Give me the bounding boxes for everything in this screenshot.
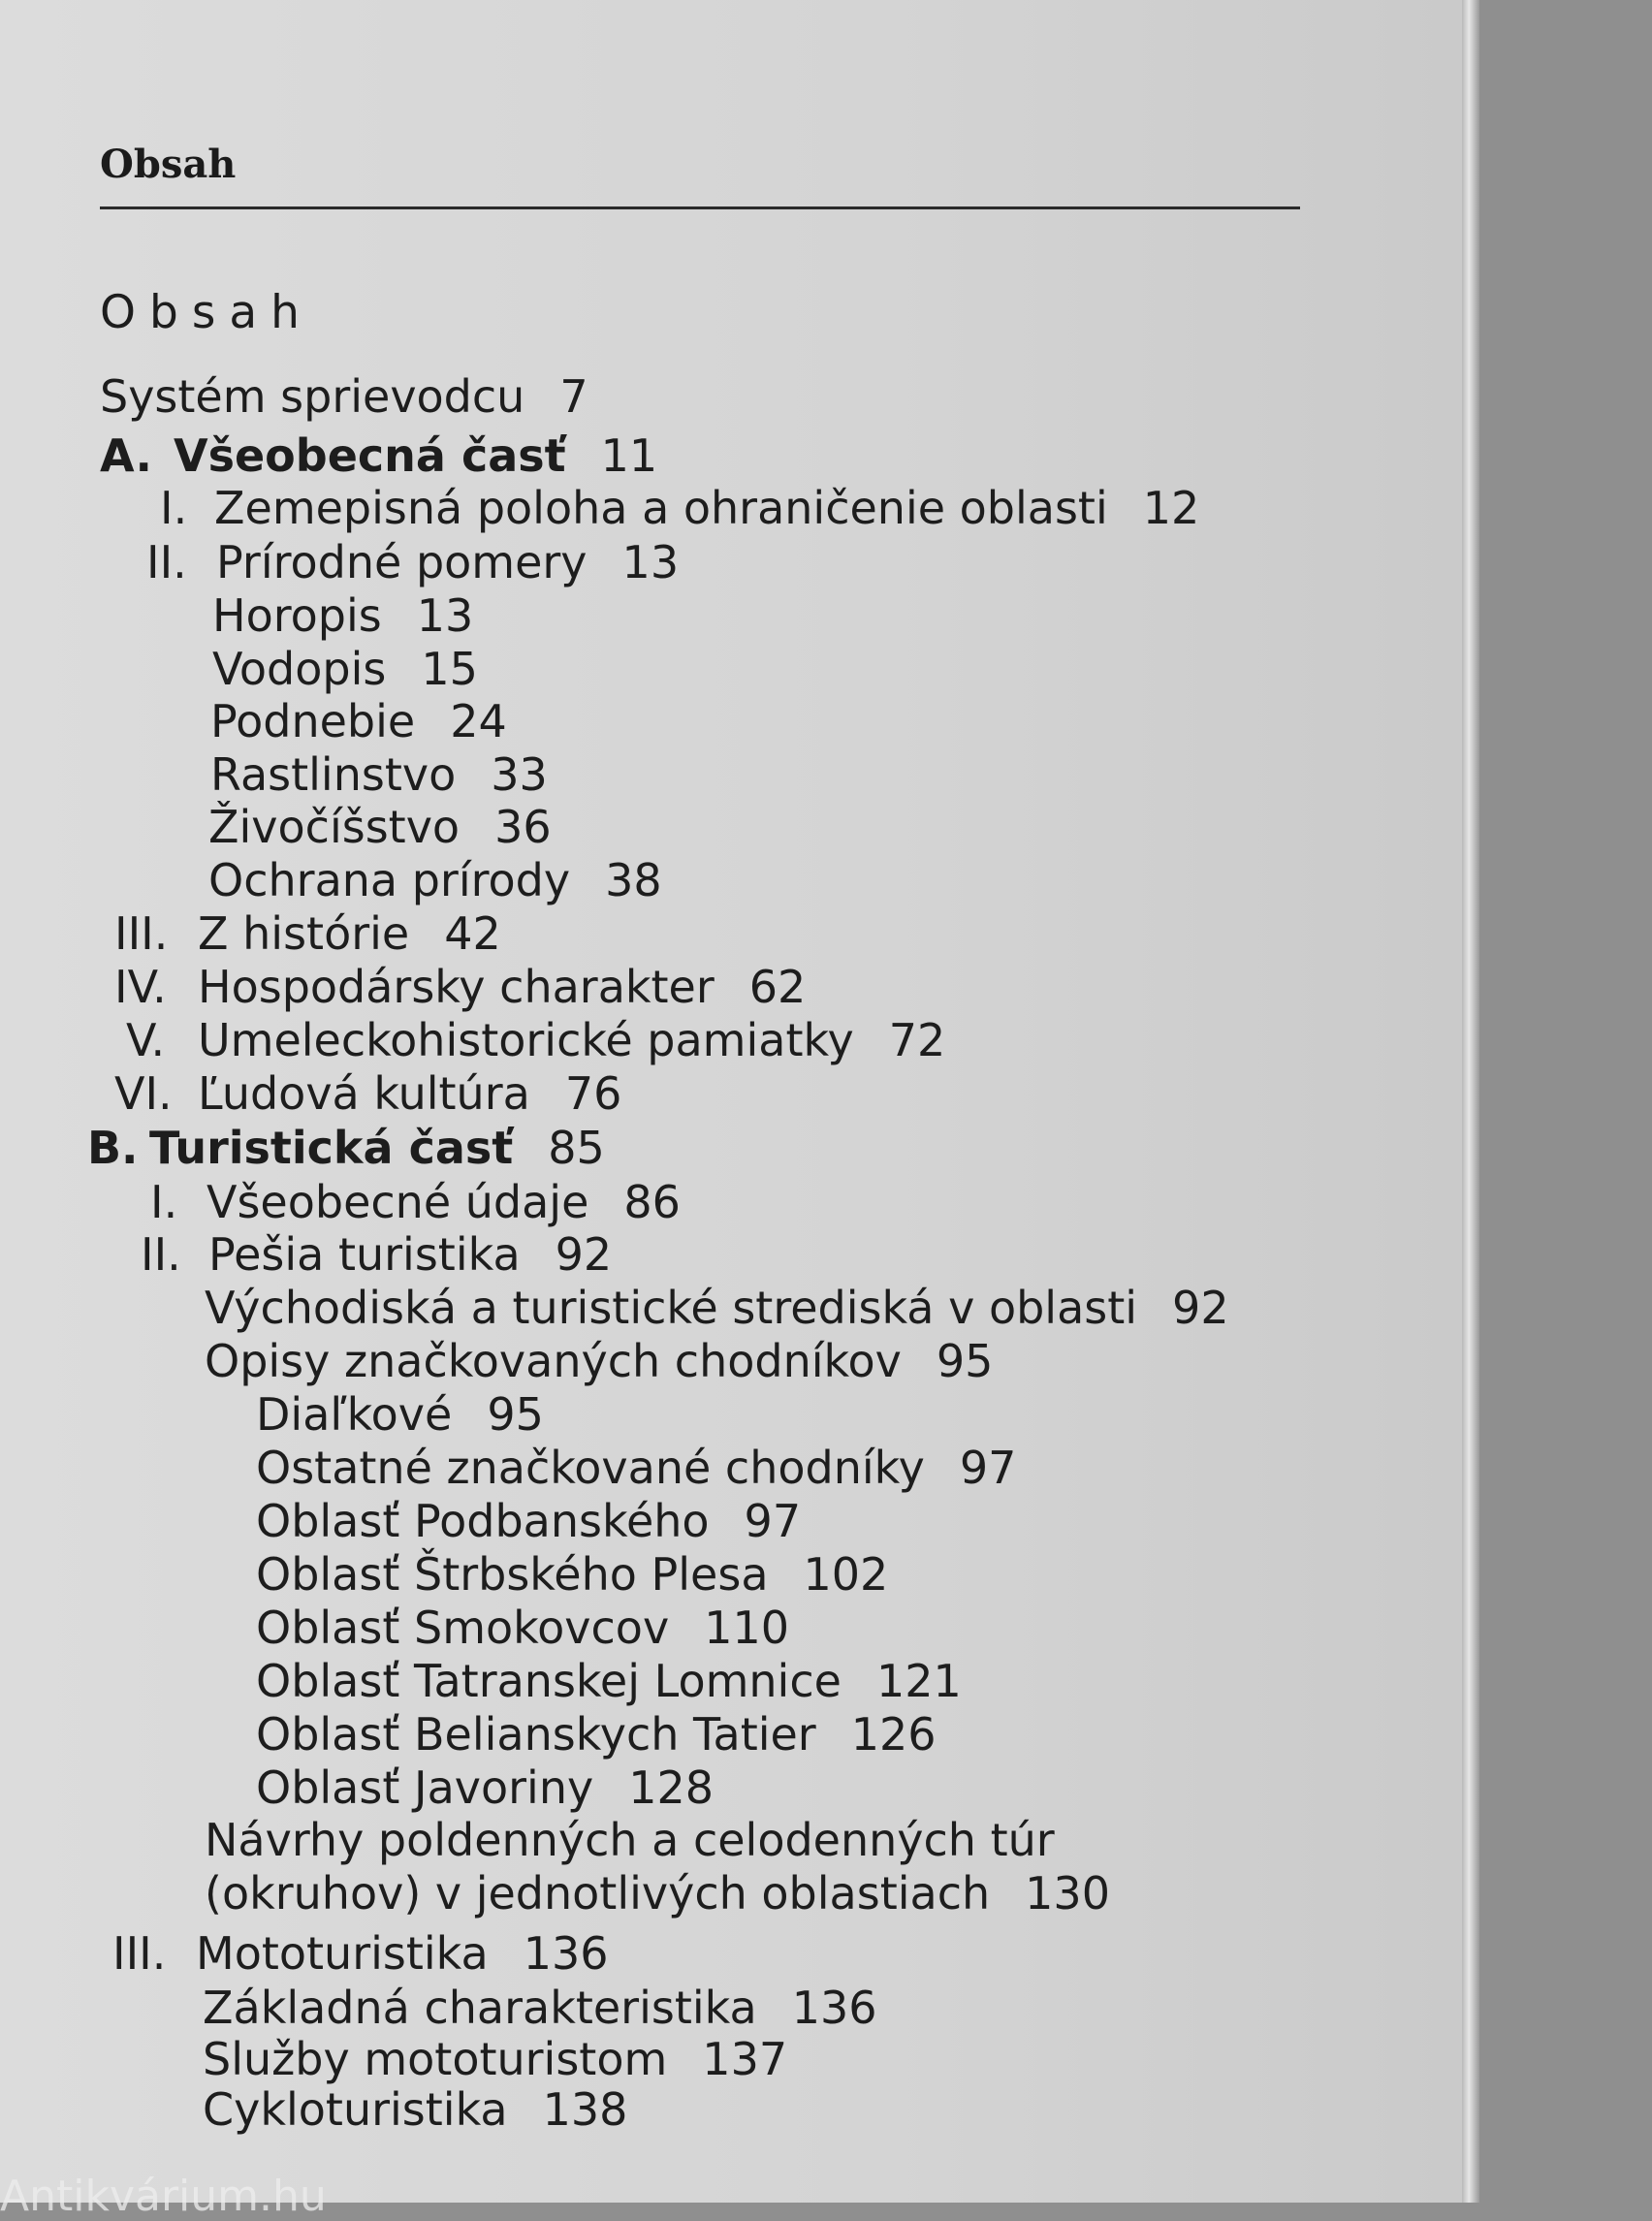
entry-title: Pešia turistika: [208, 1228, 521, 1281]
entry-page: 95: [936, 1335, 994, 1387]
entry-title: Vodopis: [212, 643, 387, 695]
entry-title: Základná charakteristika: [203, 1982, 757, 2034]
toc-entry: [210, 695, 507, 747]
header-rule: [100, 206, 1300, 209]
toc-entry: [256, 1495, 801, 1547]
toc-section: [100, 429, 657, 482]
entry-page: 128: [628, 1761, 715, 1814]
entry-number: I.: [150, 1176, 178, 1228]
entry-page: 36: [494, 801, 552, 853]
toc-entry: [256, 1602, 789, 1654]
toc-entry: [205, 1867, 1110, 1920]
toc-entry: [208, 854, 662, 906]
toc-entry: [256, 1761, 714, 1814]
toc-entry: [203, 2033, 787, 2085]
entry-title: Návrhy poldenných a celodenných túr: [205, 1814, 1055, 1866]
entry-title: Východiská a turistické strediská v oblasti: [205, 1282, 1138, 1334]
entry-number: II.: [141, 1228, 181, 1281]
entry-page: 76: [564, 1067, 622, 1120]
entry-title: Ochrana prírody: [208, 854, 571, 906]
entry-page: 7: [559, 370, 588, 423]
entry-page: 95: [487, 1388, 544, 1441]
entry-page: 72: [888, 1014, 946, 1066]
entry-page: 85: [548, 1122, 605, 1174]
entry-page: 38: [605, 854, 662, 906]
running-header: Obsah: [100, 142, 237, 187]
toc-entry: [256, 1655, 962, 1707]
entry-number: V.: [126, 1014, 166, 1066]
entry-page: 136: [523, 1927, 609, 1980]
toc-entry: [256, 1548, 888, 1601]
entry-title: Všeobecná časť: [174, 429, 566, 482]
entry-title: (okruhov) v jednotlivých oblastiach: [205, 1867, 991, 1920]
toc-entry: [114, 907, 501, 960]
entry-title: Oblasť Javoriny: [256, 1761, 594, 1814]
entry-page: 24: [450, 695, 507, 747]
toc-entry: [256, 1388, 544, 1441]
entry-page: 97: [959, 1442, 1017, 1494]
toc-entry: [112, 1927, 609, 1980]
toc-entry: [100, 370, 588, 423]
entry-title: Hospodársky charakter: [198, 961, 715, 1013]
entry-page: 97: [744, 1495, 802, 1547]
toc-entry: [205, 1814, 1055, 1866]
entry-number: VI.: [114, 1067, 173, 1120]
entry-title: Systém sprievodcu: [100, 370, 525, 423]
toc-title: Obsah: [100, 286, 313, 339]
entry-page: 62: [748, 961, 807, 1013]
entry-page: 126: [850, 1708, 937, 1761]
entry-title: Umeleckohistorické pamiatky: [198, 1014, 854, 1066]
toc-entry: [126, 1014, 945, 1066]
entry-title: Mototuristika: [196, 1927, 489, 1980]
entry-page: 110: [704, 1602, 789, 1654]
entry-title: Živočíšstvo: [208, 801, 461, 853]
entry-page: 137: [702, 2033, 788, 2085]
entry-title: Diaľkové: [256, 1388, 453, 1441]
entry-title: Oblasť Tatranskej Lomnice: [256, 1655, 842, 1707]
entry-title: Ľudová kultúra: [198, 1067, 530, 1120]
entry-number: III.: [114, 907, 169, 960]
toc-entry: [150, 1176, 681, 1228]
entry-title: Oblasť Podbanského: [256, 1495, 710, 1547]
entry-page: 15: [421, 643, 478, 695]
entry-title: Turistická časť: [149, 1122, 514, 1174]
entry-page: 12: [1142, 482, 1200, 534]
watermark: Antikvárium.hu: [0, 2172, 327, 2221]
entry-title: Podnebie: [210, 695, 416, 747]
entry-title: Oblasť Štrbského Plesa: [256, 1548, 769, 1601]
entry-number: IV.: [114, 961, 167, 1013]
entry-page: 42: [444, 907, 501, 960]
entry-page: 33: [491, 748, 548, 801]
toc-entry: [212, 589, 473, 642]
entry-page: 92: [555, 1228, 613, 1281]
toc-entry: [114, 1067, 621, 1120]
section-letter: A.: [100, 429, 152, 482]
entry-title: Cykloturistika: [203, 2083, 508, 2136]
toc-entry: [146, 536, 679, 588]
entry-page: 13: [416, 589, 474, 642]
entry-title: Horopis: [212, 589, 382, 642]
entry-page: 138: [542, 2083, 628, 2136]
entry-page: 130: [1025, 1867, 1110, 1920]
entry-title: Ostatné značkované chodníky: [256, 1442, 925, 1494]
entry-page: 121: [875, 1655, 962, 1707]
toc-entry: [114, 961, 806, 1013]
entry-title: Všeobecné údaje: [206, 1176, 589, 1228]
entry-title: Opisy značkovaných chodníkov: [205, 1335, 902, 1387]
toc-entry: [210, 748, 548, 801]
entry-number: I.: [160, 482, 188, 534]
toc-entry: [203, 2083, 627, 2136]
toc-entry: [160, 482, 1199, 534]
entry-title: Služby mototuristom: [203, 2033, 668, 2085]
entry-page: 13: [621, 536, 680, 588]
page-edge: [1462, 0, 1479, 2203]
toc-entry: [141, 1228, 612, 1281]
toc-entry: [212, 643, 478, 695]
entry-page: 11: [600, 429, 658, 482]
entry-title: Rastlinstvo: [210, 748, 457, 801]
entry-title: Prírodné pomery: [216, 536, 588, 588]
entry-title: Oblasť Belianskych Tatier: [256, 1708, 816, 1761]
entry-page: 102: [803, 1548, 889, 1601]
toc-entry: [205, 1335, 993, 1387]
entry-title: Zemepisná poloha a ohraničenie oblasti: [214, 482, 1108, 534]
toc-entry: [205, 1282, 1229, 1334]
entry-page: 86: [623, 1176, 681, 1228]
entry-number: II.: [146, 536, 187, 588]
entry-page: 92: [1172, 1282, 1229, 1334]
entry-page: 136: [791, 1982, 877, 2034]
entry-number: III.: [112, 1927, 167, 1980]
toc-entry: [208, 801, 552, 853]
entry-title: Z histórie: [198, 907, 410, 960]
toc-section: [87, 1122, 605, 1174]
section-letter: B.: [87, 1122, 139, 1174]
toc-entry: [203, 1982, 877, 2034]
toc-entry: [256, 1708, 937, 1761]
entry-title: Oblasť Smokovcov: [256, 1602, 670, 1654]
toc-entry: [256, 1442, 1016, 1494]
